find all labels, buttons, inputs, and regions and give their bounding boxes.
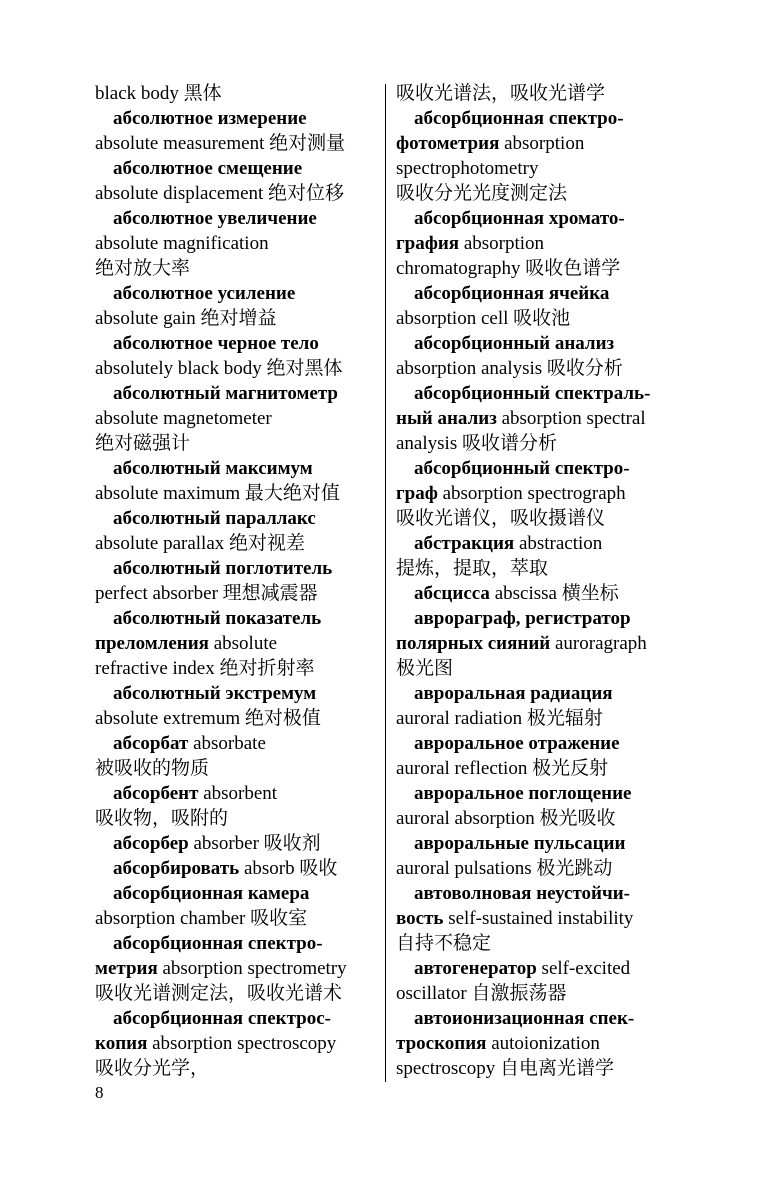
translation-text: absolutely black body 绝对黑体 bbox=[95, 358, 343, 379]
dictionary-line bbox=[396, 181, 678, 206]
dictionary-line bbox=[95, 581, 377, 606]
dictionary-line bbox=[396, 431, 678, 456]
russian-headword: абсорбент bbox=[113, 783, 199, 804]
translation-text: 提炼，提取，萃取 bbox=[396, 558, 549, 579]
translation-text: absorption chamber 吸收室 bbox=[95, 908, 308, 929]
russian-headword: абсолютное смещение bbox=[113, 158, 303, 179]
column-divider bbox=[385, 84, 386, 1082]
dictionary-line bbox=[396, 756, 678, 781]
dictionary-line bbox=[95, 556, 377, 581]
russian-headword: абсорбционный спектро- bbox=[414, 458, 630, 479]
russian-headword: абсолютный максимум bbox=[113, 458, 313, 479]
translation-text: spectrophotometry bbox=[396, 158, 539, 179]
russian-headword: авроральное поглощение bbox=[414, 783, 632, 804]
dictionary-line bbox=[396, 681, 678, 706]
translation-text: auroragraph bbox=[550, 633, 647, 654]
translation-text: 绝对放大率 bbox=[95, 258, 191, 279]
dictionary-line bbox=[396, 256, 678, 281]
dictionary-line bbox=[95, 981, 377, 1006]
russian-headword: абсорбционный анализ bbox=[414, 333, 615, 354]
russian-headword: вость bbox=[396, 908, 444, 929]
translation-text: absolute displacement 绝对位移 bbox=[95, 183, 345, 204]
translation-text: absolute magnification bbox=[95, 233, 269, 254]
russian-headword: полярных сияний bbox=[396, 633, 551, 654]
dictionary-line bbox=[95, 231, 377, 256]
russian-headword: аврораграф, регистратор bbox=[414, 608, 631, 629]
russian-headword: авроральные пульсации bbox=[414, 833, 626, 854]
translation-text: oscillator 自激振荡器 bbox=[396, 983, 567, 1004]
translation-text: absorption spectral bbox=[496, 408, 646, 429]
dictionary-line bbox=[396, 881, 678, 906]
russian-headword: авроральное отражение bbox=[414, 733, 620, 754]
dictionary-line bbox=[396, 806, 678, 831]
dictionary-line bbox=[396, 556, 678, 581]
dictionary-line bbox=[396, 281, 678, 306]
translation-text: 自持不稳定 bbox=[396, 933, 492, 954]
dictionary-line bbox=[95, 281, 377, 306]
dictionary-line bbox=[396, 931, 678, 956]
translation-text: absolute magnetometer bbox=[95, 408, 272, 429]
dictionary-line bbox=[396, 581, 678, 606]
dictionary-line bbox=[95, 481, 377, 506]
dictionary-line bbox=[396, 981, 678, 1006]
translation-text: black body 黑体 bbox=[95, 83, 222, 104]
translation-text: 吸收光谱测定法，吸收光谱术 bbox=[95, 983, 343, 1004]
dictionary-line bbox=[95, 831, 377, 856]
russian-headword: абсорбер bbox=[113, 833, 189, 854]
dictionary-line bbox=[396, 81, 678, 106]
translation-text: absorption bbox=[459, 233, 545, 254]
dictionary-line bbox=[95, 656, 377, 681]
dictionary-line bbox=[95, 431, 377, 456]
russian-headword: фотометрия bbox=[396, 133, 500, 154]
translation-text: absorbate bbox=[188, 733, 266, 754]
dictionary-line bbox=[95, 856, 377, 881]
russian-headword: абсорбционная камера bbox=[113, 883, 310, 904]
translation-text: 被吸收的物质 bbox=[95, 758, 210, 779]
russian-headword: абсорбционный спектраль- bbox=[414, 383, 651, 404]
dictionary-line bbox=[396, 831, 678, 856]
dictionary-line bbox=[95, 306, 377, 331]
translation-text: analysis 吸收谱分析 bbox=[396, 433, 557, 454]
dictionary-line bbox=[95, 381, 377, 406]
russian-headword: ный анализ bbox=[396, 408, 497, 429]
translation-text: perfect absorber 理想减震器 bbox=[95, 583, 318, 604]
translation-text: absolute extremum 绝对极值 bbox=[95, 708, 321, 729]
translation-text: auroral absorption 极光吸收 bbox=[396, 808, 616, 829]
russian-headword: абсолютный поглотитель bbox=[113, 558, 333, 579]
translation-text: absolute parallax 绝对视差 bbox=[95, 533, 306, 554]
dictionary-line bbox=[396, 856, 678, 881]
russian-headword: абстракция bbox=[414, 533, 515, 554]
dictionary-line bbox=[95, 931, 377, 956]
dictionary-line bbox=[396, 1006, 678, 1031]
russian-headword: абсорбционная спектрос- bbox=[113, 1008, 331, 1029]
russian-headword: графия bbox=[396, 233, 460, 254]
translation-text: 绝对磁强计 bbox=[95, 433, 191, 454]
russian-headword: абсолютный магнитометр bbox=[113, 383, 338, 404]
russian-headword: абсолютное черное тело bbox=[113, 333, 319, 354]
translation-text: chromatography 吸收色谱学 bbox=[396, 258, 621, 279]
dictionary-line bbox=[396, 106, 678, 131]
dictionary-line bbox=[95, 706, 377, 731]
translation-text: absorbent bbox=[198, 783, 278, 804]
dictionary-line bbox=[95, 81, 377, 106]
dictionary-line bbox=[396, 1031, 678, 1056]
translation-text: absorption cell 吸收池 bbox=[396, 308, 571, 329]
dictionary-line bbox=[95, 181, 377, 206]
dictionary-line bbox=[396, 456, 678, 481]
russian-headword: абсорбционная спектро- bbox=[414, 108, 624, 129]
russian-headword: преломления bbox=[95, 633, 209, 654]
translation-text: refractive index 绝对折射率 bbox=[95, 658, 315, 679]
translation-text: 吸收分光学， bbox=[95, 1058, 210, 1079]
translation-text: auroral radiation 极光辐射 bbox=[396, 708, 603, 729]
dictionary-line bbox=[95, 1056, 377, 1081]
dictionary-line bbox=[396, 606, 678, 631]
russian-headword: копия bbox=[95, 1033, 148, 1054]
dictionary-line bbox=[396, 381, 678, 406]
dictionary-line bbox=[95, 781, 377, 806]
russian-headword: абсорбционная спектро- bbox=[113, 933, 323, 954]
russian-headword: абсорбировать bbox=[113, 858, 240, 879]
russian-headword: абсцисса bbox=[414, 583, 490, 604]
russian-headword: абсолютный параллакс bbox=[113, 508, 316, 529]
translation-text: auroral reflection 极光反射 bbox=[396, 758, 609, 779]
dictionary-line bbox=[95, 631, 377, 656]
dictionary-line bbox=[396, 781, 678, 806]
page-number: 8 bbox=[95, 1083, 104, 1102]
dictionary-line bbox=[95, 156, 377, 181]
dictionary-line bbox=[396, 481, 678, 506]
dictionary-line bbox=[95, 356, 377, 381]
russian-headword: абсолютный показатель bbox=[113, 608, 322, 629]
dictionary-line bbox=[396, 131, 678, 156]
dictionary-line bbox=[95, 956, 377, 981]
dictionary-line bbox=[396, 231, 678, 256]
russian-headword: абсолютное измерение bbox=[113, 108, 307, 129]
translation-text: autoionization bbox=[486, 1033, 600, 1054]
dictionary-line bbox=[95, 1006, 377, 1031]
translation-text: self-sustained instability bbox=[443, 908, 634, 929]
dictionary-line bbox=[396, 506, 678, 531]
russian-headword: троскопия bbox=[396, 1033, 487, 1054]
dictionary-line bbox=[95, 881, 377, 906]
russian-headword: авроральная радиация bbox=[414, 683, 613, 704]
translation-text: 吸收光谱仪，吸收摄谱仪 bbox=[396, 508, 606, 529]
russian-headword: автоволновая неустойчи- bbox=[414, 883, 630, 904]
dictionary-line bbox=[396, 906, 678, 931]
translation-text: spectroscopy 自电离光谱学 bbox=[396, 1058, 614, 1079]
dictionary-line bbox=[95, 256, 377, 281]
russian-headword: автогенератор bbox=[414, 958, 537, 979]
translation-text: absorption analysis 吸收分析 bbox=[396, 358, 623, 379]
dictionary-line bbox=[396, 531, 678, 556]
dictionary-line bbox=[95, 506, 377, 531]
translation-text: absolute gain 绝对增益 bbox=[95, 308, 277, 329]
translation-text: 吸收物，吸附的 bbox=[95, 808, 229, 829]
russian-headword: абсорбционная хромато- bbox=[414, 208, 625, 229]
translation-text: abstraction bbox=[514, 533, 603, 554]
russian-headword: автоионизационная спек- bbox=[414, 1008, 635, 1029]
dictionary-line bbox=[95, 1031, 377, 1056]
dictionary-line bbox=[396, 656, 678, 681]
dictionary-line bbox=[396, 356, 678, 381]
russian-headword: абсолютный экстремум bbox=[113, 683, 317, 704]
translation-text: absorber 吸收剂 bbox=[188, 833, 321, 854]
dictionary-line bbox=[396, 956, 678, 981]
dictionary-line bbox=[95, 806, 377, 831]
translation-text: abscissa 横坐标 bbox=[489, 583, 619, 604]
dictionary-line bbox=[396, 306, 678, 331]
dictionary-line bbox=[95, 131, 377, 156]
translation-text: absolute measurement 绝对测量 bbox=[95, 133, 346, 154]
dictionary-line bbox=[396, 631, 678, 656]
dictionary-line bbox=[396, 731, 678, 756]
dictionary-line bbox=[396, 706, 678, 731]
translation-text: 极光图 bbox=[396, 658, 454, 679]
dictionary-line bbox=[396, 156, 678, 181]
translation-text: absorb 吸收 bbox=[239, 858, 338, 879]
translation-text: absorption spectroscopy bbox=[147, 1033, 337, 1054]
russian-headword: абсолютное усиление bbox=[113, 283, 296, 304]
dictionary-line bbox=[95, 731, 377, 756]
dictionary-line bbox=[95, 606, 377, 631]
translation-text: 吸收分光光度测定法 bbox=[396, 183, 568, 204]
dictionary-line bbox=[95, 106, 377, 131]
dictionary-line bbox=[95, 456, 377, 481]
dictionary-line bbox=[95, 206, 377, 231]
translation-text: absorption bbox=[499, 133, 585, 154]
russian-headword: абсолютное увеличение bbox=[113, 208, 317, 229]
dictionary-line bbox=[95, 531, 377, 556]
dictionary-line bbox=[396, 331, 678, 356]
translation-text: 吸收光谱法，吸收光谱学 bbox=[396, 83, 606, 104]
russian-headword: абсорбат bbox=[113, 733, 189, 754]
dictionary-line bbox=[396, 206, 678, 231]
translation-text: absolute bbox=[208, 633, 278, 654]
russian-headword: граф bbox=[396, 483, 438, 504]
translation-text: absorption spectrometry bbox=[157, 958, 347, 979]
russian-headword: абсорбционная ячейка bbox=[414, 283, 610, 304]
translation-text: auroral pulsations 极光跳动 bbox=[396, 858, 613, 879]
russian-headword: метрия bbox=[95, 958, 158, 979]
dictionary-line bbox=[95, 406, 377, 431]
translation-text: self-excited bbox=[536, 958, 631, 979]
right-column bbox=[396, 81, 678, 1081]
dictionary-line bbox=[396, 1056, 678, 1081]
left-column bbox=[95, 81, 377, 1081]
dictionary-line bbox=[95, 331, 377, 356]
dictionary-line bbox=[396, 406, 678, 431]
translation-text: absorption spectrograph bbox=[437, 483, 626, 504]
dictionary-line bbox=[95, 906, 377, 931]
dictionary-line bbox=[95, 681, 377, 706]
translation-text: absolute maximum 最大绝对值 bbox=[95, 483, 340, 504]
dictionary-line bbox=[95, 756, 377, 781]
